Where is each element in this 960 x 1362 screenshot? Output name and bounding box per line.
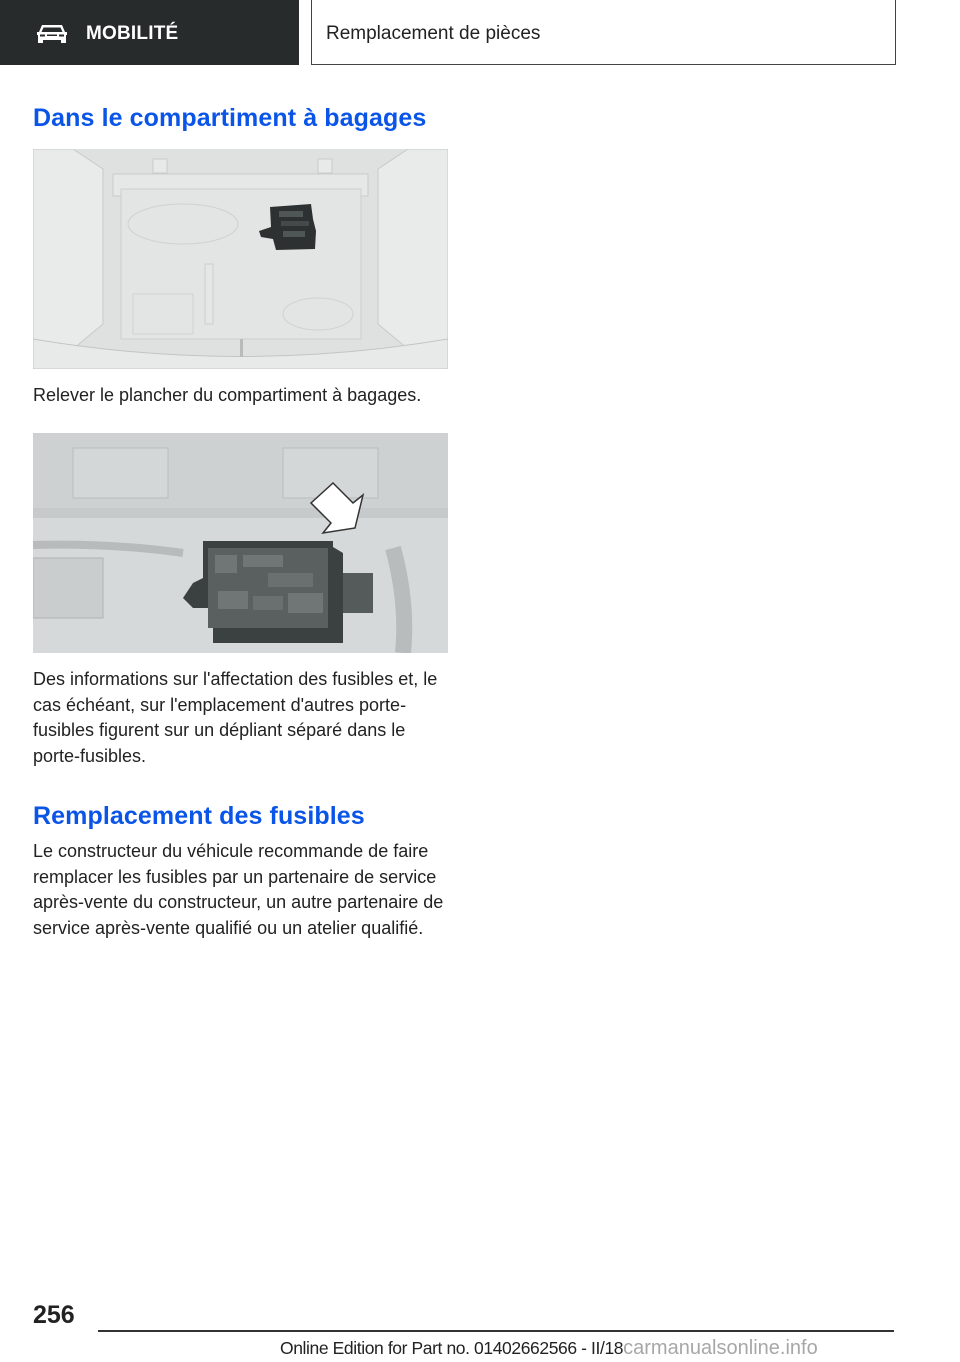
edition-text: Online Edition for Part no. 01402662566 - II/18 — [280, 1338, 624, 1358]
car-icon — [36, 23, 68, 45]
section-heading-trunk: Dans le compartiment à bagages — [33, 104, 427, 132]
edition-info — [280, 1337, 818, 1360]
chapter-header — [311, 0, 896, 65]
page-number: 256 — [33, 1301, 75, 1329]
footer-divider — [98, 1330, 894, 1332]
fuse-box-closeup-image — [33, 433, 448, 653]
figure-caption-2: Des informations sur l'affectation des fusibles et, le cas échéant, sur l'emplacement d'autres porte-fusibles figurent sur un dépliant séparé dans le porte-fusibles. — [33, 669, 438, 766]
section-heading-fuse-replacement: Remplacement des fusibles — [33, 802, 365, 830]
figure-caption-1: Relever le plancher du compartiment à bagages. — [33, 385, 422, 405]
trunk-floor-overview-image — [33, 149, 448, 369]
watermark-text: carmanualsonline.info — [623, 1337, 818, 1359]
chapter-title: Remplacement de pièces — [326, 23, 541, 44]
section-tab — [0, 0, 299, 65]
fuse-replacement-body: Le constructeur du véhicule recommande de faire remplacer les fusibles par un partenaire de service après-vente du constructeur, un autre partenaire de service après-vente qualifié ou un atelier qualifié. — [33, 841, 444, 938]
section-label: MOBILITÉ — [86, 22, 179, 44]
